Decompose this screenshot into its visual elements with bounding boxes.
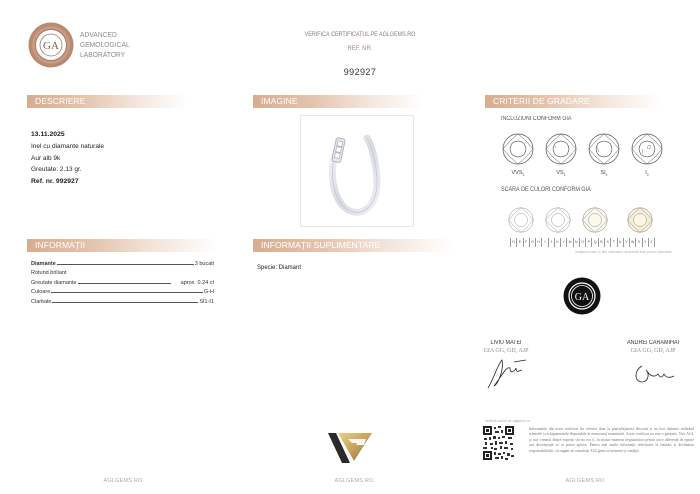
diamond-clarity-vs1-icon	[545, 133, 577, 165]
diamond-color-m-icon	[627, 207, 653, 233]
signature-2-icon	[628, 356, 688, 390]
color-grade-r: R	[599, 238, 605, 247]
signatory-1-name: LIVIU MATEI	[490, 340, 522, 346]
color-scale-title: SCARĂ DE CULORI CONFORM GIA	[501, 187, 591, 193]
color-grade-x: X	[636, 238, 642, 247]
diamond-clarity-si1-icon	[588, 133, 620, 165]
color-grade-y: Y	[643, 238, 649, 247]
lab-stamp-icon	[563, 277, 601, 315]
footer-site-center[interactable]: AGLGEMS.RO	[334, 478, 374, 484]
lab-name-line-3: LABORATORY	[80, 50, 126, 59]
section-header-informatii: INFORMAȚII	[27, 239, 217, 252]
ring-image	[300, 115, 414, 227]
section-header-informatii-suplimentare: INFORMAȚII SUPLIMENTARE	[253, 239, 453, 252]
qr-code[interactable]	[482, 425, 515, 461]
color-grade-l: L	[561, 238, 567, 247]
color-grade-u: U	[618, 238, 624, 247]
clarity-label-vs1: $VS_1$	[556, 170, 566, 178]
color-grade-d: D	[511, 238, 517, 247]
diamond-color-g-icon	[545, 207, 571, 233]
signatory-2-name: ANDREI CARAMIHAI	[627, 340, 679, 346]
signatory-2-credentials: GIA GG, GD, AJP	[630, 348, 676, 354]
color-grade-t: T	[611, 238, 617, 247]
item-weight: Greutate: 2.13 gr.	[31, 166, 82, 174]
description-block	[31, 129, 104, 188]
clarity-label-si1: $SI_1$	[600, 170, 608, 178]
info-row-clarity: Claritate SI1-I1	[31, 298, 214, 305]
signatory-1-credentials: GIA GG, GD, AJP	[483, 348, 529, 354]
color-grade-k: K	[555, 238, 561, 247]
color-scale-note: Imaginea este cu titlu informativ, aplicabilă doar pentru diamante	[575, 250, 672, 254]
item-ref: Ref. nr. 992927	[31, 178, 79, 186]
color-grade-f: F	[524, 238, 530, 247]
info-row-cut: Rotund briliant	[31, 270, 67, 276]
legal-disclaimer: Informațiile din acest certificat fac referire doar la piatra/bijuteria descrisă și au fost obținute utilizând tehnicile și echipamentele disponibile în momentul examinării. Acest certificat nu este o garanție. Nici AGL și nici vreunul dintre experții săi nu vor fi, în niciun moment răspunzători pentru orice diferență de opinie sau discrepanță ce ar putea apărea. Pentru mai multe informații referitoare la limitări și declinarea responsabilității, vă rugăm să consultați AGLgems.ro/termeni și condiții.	[529, 427, 694, 453]
lab-name-line-2: GEMOLOGICAL	[80, 40, 130, 49]
color-grade-h: H	[536, 238, 542, 247]
species-info: Specie: Diamant	[257, 265, 302, 271]
ring-icon	[301, 116, 413, 226]
color-grade-q: Q	[592, 238, 598, 247]
color-scale-ruler	[510, 238, 655, 247]
brand-logo	[326, 431, 374, 465]
section-header-descriere: DESCRIERE	[27, 95, 187, 108]
diamond-clarity-vvs2-icon	[502, 133, 534, 165]
color-grade-z: Z	[649, 238, 655, 247]
lab-name	[80, 30, 130, 60]
color-grade-m: M	[567, 238, 573, 247]
color-grade-p: P	[586, 238, 592, 247]
metal-type: Aur alb 9k	[31, 154, 61, 162]
info-row-diamond-weight: Greutate diamante aprox. 0.24 ct	[31, 279, 214, 286]
verify-online-text: Verifică online pe aglgems.ro	[485, 419, 530, 423]
color-grade-n: N	[574, 238, 580, 247]
color-grade-o: O	[580, 238, 586, 247]
signature-1-icon	[484, 356, 544, 390]
color-grade-i: I	[542, 238, 548, 247]
diamond-color-d-icon	[508, 207, 534, 233]
color-grade-w: W	[630, 238, 636, 247]
svg-text:GA: GA	[574, 292, 590, 303]
color-grade-j: J	[549, 238, 555, 247]
ref-number: 992927	[343, 67, 377, 77]
color-grade-e: E	[517, 238, 523, 247]
section-header-imagine: IMAGINE	[253, 95, 423, 108]
footer-site-left[interactable]: AGLGEMS.RO	[103, 478, 143, 484]
svg-text:GA: GA	[43, 40, 59, 52]
info-row-color: Culoare G-H	[31, 289, 214, 295]
diamond-color-j-icon	[582, 207, 608, 233]
color-grade-g: G	[530, 238, 536, 247]
lab-name-line-1: ADVANCED	[80, 30, 117, 39]
inclusions-title: INCLUZIUNI CONFORM GIA	[501, 116, 572, 122]
lab-seal-logo	[28, 22, 74, 68]
certificate-date: 13.11.2025	[31, 131, 65, 138]
item-description: Inel cu diamante naturale	[31, 142, 104, 150]
color-grade-v: V	[624, 238, 630, 247]
clarity-label-i2: $I_2$	[645, 170, 649, 178]
diamond-clarity-i2-icon	[631, 133, 663, 165]
verify-certificate-text: VERIFICĂ CERTIFICATUL PE AGLGEMS.RO	[304, 32, 416, 38]
color-grade-s: S	[605, 238, 611, 247]
clarity-label-vvs2: $VVS_2$	[511, 170, 525, 178]
footer-site-right[interactable]: AGLGEMS.RO	[565, 478, 605, 484]
info-row-diamonds: Diamante 3 bucati	[31, 260, 214, 267]
section-header-criterii: CRITERII DE GRADARE	[485, 95, 660, 108]
ref-number-label: REF. NR.	[347, 46, 373, 52]
info-table	[31, 257, 214, 305]
